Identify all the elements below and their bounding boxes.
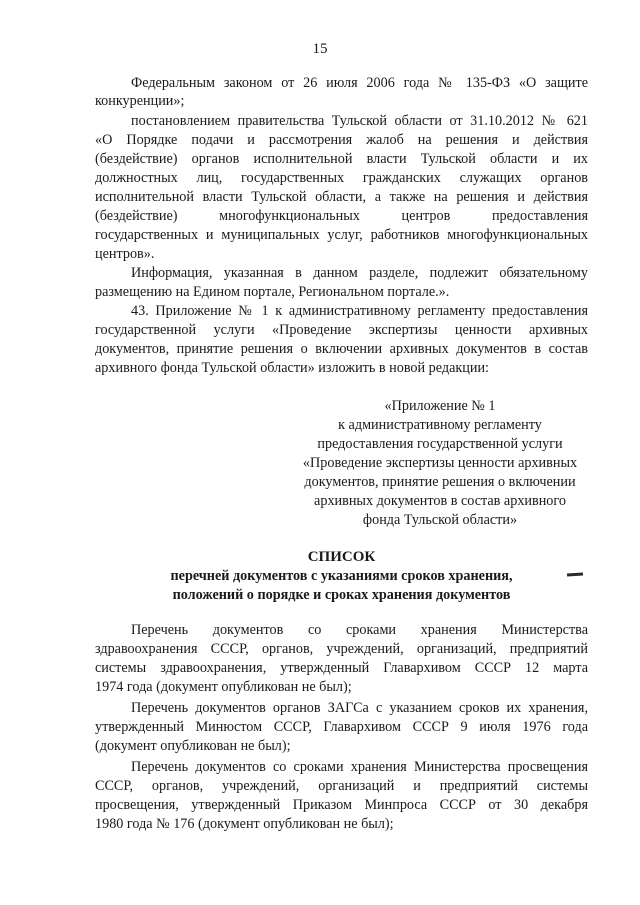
appendix-header-line: к административному регламенту xyxy=(338,417,542,433)
paragraph-line: (бездействие) многофункциональных центров предоставления xyxy=(95,208,588,224)
list-subtitle-line: перечней документов с указаниями сроков хранения, xyxy=(170,568,513,584)
appendix-header-line: предоставления государственной услуги xyxy=(317,436,563,452)
paragraph-line: Федеральным законом от 26 июля 2006 года № 135-ФЗ «О защите xyxy=(131,75,588,91)
paragraph-line: государственной услуги «Проведение экспертизы ценности архивных xyxy=(95,322,588,338)
page-number: 15 xyxy=(312,41,328,57)
paragraph-line: постановлением правительства Тульской области от 31.10.2012 № 621 xyxy=(131,113,588,129)
list-item-line: Перечень документов со сроками хранения Министерства xyxy=(131,622,588,638)
paragraph-line: документов, принятие решения о включении архивных документов в состав xyxy=(95,341,588,357)
list-item-line: Перечень документов со сроками хранения Министерства просвещения xyxy=(131,759,588,775)
appendix-header-line: «Проведение экспертизы ценности архивных xyxy=(302,455,578,471)
paragraph-line: конкуренции»; xyxy=(95,93,185,109)
paragraph-line: государственных и муниципальных услуг, работников многофункциональных xyxy=(95,227,588,243)
paragraph-line: «О Порядке подачи и рассмотрения жалоб на решения и действия xyxy=(95,132,588,148)
paragraph-line: размещению на Едином портале, Региональном портале.». xyxy=(95,284,450,300)
appendix-header-line: «Приложение № 1 xyxy=(384,398,496,414)
list-item-line: Перечень документов органов ЗАГСа с указанием сроков их хранения, xyxy=(131,700,588,716)
list-item-line: (документ опубликован не был); xyxy=(95,738,291,754)
appendix-header-line: архивных документов в состав архивного xyxy=(314,493,566,509)
list-item-line: 1974 года (документ опубликован не был); xyxy=(95,679,352,695)
paragraph-line: архивного фонда Тульской области» изложить в новой редакции: xyxy=(95,360,489,376)
list-title: СПИСОК xyxy=(307,549,376,565)
paragraph-line: исполнительной власти Тульской области, а также на решения и действия xyxy=(95,189,588,205)
list-subtitle-line: положений о порядке и сроках хранения документов xyxy=(172,587,511,603)
appendix-header-line: фонда Тульской области» xyxy=(362,512,518,528)
list-item-line: просвещения, утвержденный Приказом Минпроса СССР от 30 декабря xyxy=(95,797,588,813)
paragraph-line: центров». xyxy=(95,246,155,262)
paragraph-line: 43. Приложение № 1 к административному регламенту предоставления xyxy=(131,303,588,319)
list-item-line: утвержденный Минюстом СССР, Главархивом СССР 9 июля 1976 года xyxy=(95,719,588,735)
paragraph-line: должностных лиц, государственных гражданских служащих органов xyxy=(95,170,588,186)
paragraph-line: Информация, указанная в данном разделе, подлежит обязательному xyxy=(131,265,588,281)
list-item-line: системы здравоохранения, утвержденный Главархивом СССР 12 марта xyxy=(95,660,588,676)
list-item-line: 1980 года № 176 (документ опубликован не был); xyxy=(95,816,394,832)
paragraph-line: (бездействие) органов исполнительной власти Тульской области и их xyxy=(95,151,588,167)
list-item-line: здравоохранения СССР, органов, учреждений, организаций, предприятий xyxy=(95,641,588,657)
list-item-line: СССР, органов, учреждений, организаций и предприятий системы xyxy=(95,778,588,794)
appendix-header-line: документов, принятие решения о включении xyxy=(304,474,576,490)
